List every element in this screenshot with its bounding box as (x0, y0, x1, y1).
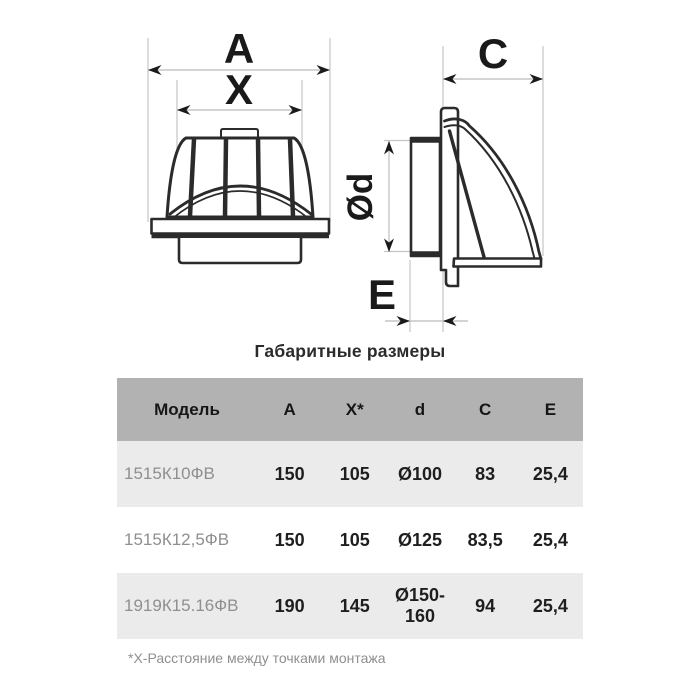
model-name: 1515К12,5ФВ (124, 530, 230, 550)
value-e: 25,4 (532, 595, 568, 616)
table-row (117, 441, 583, 507)
value-a: 190 (274, 595, 305, 616)
value-d: Ø100 (397, 463, 443, 484)
value-d: Ø150-160 (394, 585, 445, 626)
dim-label-a: A (223, 25, 255, 72)
model-name: 1515К10ФВ (124, 464, 215, 484)
table-row (117, 507, 583, 573)
duct-stub-front (179, 238, 301, 263)
dimension-drawing (0, 0, 700, 335)
hood-bottom-lip (454, 259, 542, 267)
mounting-flange (152, 219, 330, 234)
value-c: 83,5 (467, 529, 503, 550)
dome-top-tab (221, 129, 258, 137)
side-view (341, 30, 543, 332)
value-x: 105 (339, 529, 370, 550)
duct-stub-side (411, 138, 440, 256)
dimension-table (117, 378, 583, 639)
value-x: 145 (339, 595, 370, 616)
value-c: 83 (475, 463, 496, 484)
value-a: 150 (274, 463, 305, 484)
footnote: *Х-Расстояние между точками монтажа (128, 650, 386, 666)
dim-label-x: X (224, 66, 254, 113)
value-d: Ø125 (397, 529, 443, 550)
col-header-d: d (414, 399, 426, 419)
value-x: 105 (339, 463, 370, 484)
col-header-x: X* (345, 399, 364, 419)
col-header-c: C (479, 399, 492, 419)
value-c: 94 (475, 595, 496, 616)
table-row (117, 573, 583, 639)
col-header-model: Модель (154, 399, 220, 419)
value-e: 25,4 (532, 463, 568, 484)
section-title: Габаритные размеры (254, 341, 446, 361)
value-e: 25,4 (532, 529, 568, 550)
col-header-a: A (283, 399, 296, 419)
value-a: 150 (274, 529, 305, 550)
col-header-e: E (544, 399, 557, 419)
table-header-row (117, 378, 583, 441)
dim-label-d: Ød (341, 172, 380, 222)
front-view (148, 25, 330, 263)
dim-label-e: E (367, 271, 397, 318)
model-name: 1919К15.16ФВ (124, 596, 239, 616)
dim-label-c: C (477, 30, 509, 77)
